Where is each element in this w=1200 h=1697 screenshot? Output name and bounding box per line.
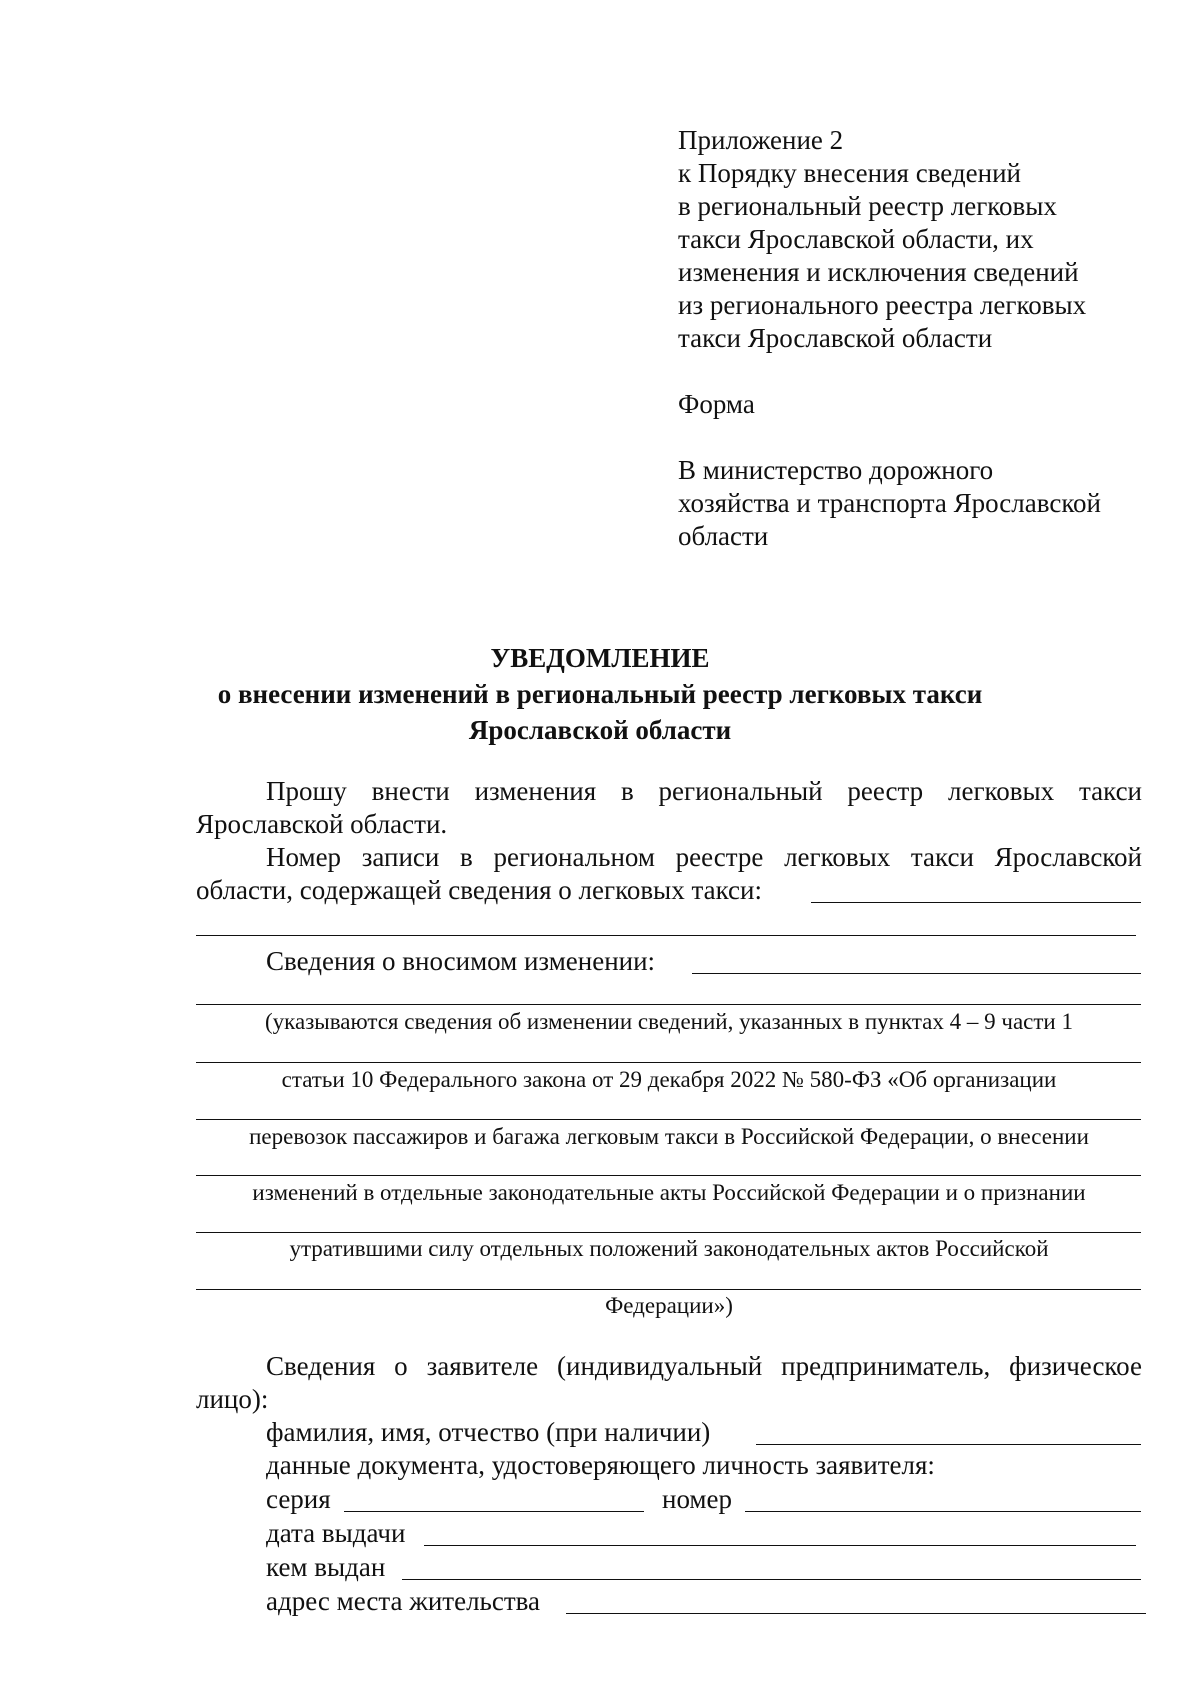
annex-line: такси Ярославской области, их: [678, 224, 1034, 254]
annex-line: из регионального реестра легковых: [678, 290, 1087, 320]
document-title: УВЕДОМЛЕНИЕ: [490, 643, 710, 673]
document-subtitle: о внесении изменений в региональный реестр легковых такси: [217, 679, 983, 709]
annex-line: такси Ярославской области: [678, 323, 993, 353]
note-line: (указываются сведения об изменении сведений, указанных в пунктах 4 – 9 части 1: [265, 1009, 1073, 1034]
record-number-field[interactable]: [811, 902, 1141, 903]
addressee-line: В министерство дорожного: [678, 455, 994, 485]
annex-line: в региональный реестр легковых: [678, 191, 1057, 221]
annex-header: [678, 124, 1101, 553]
record-paragraph: [196, 841, 1142, 874]
note-line: перевозок пассажиров и багажа легковым такси в Российской Федерации, о внесении: [249, 1124, 1089, 1149]
change-field-line[interactable]: [196, 1004, 1141, 1005]
residence-field[interactable]: [566, 1613, 1146, 1614]
issued-by-field[interactable]: [402, 1579, 1141, 1580]
change-field-line[interactable]: [196, 1175, 1141, 1176]
change-field-line[interactable]: [196, 1232, 1141, 1233]
issued-by-label: кем выдан: [266, 1552, 386, 1582]
change-field-line[interactable]: [196, 1119, 1141, 1120]
change-field[interactable]: [692, 973, 1141, 974]
addressee-line: области: [678, 521, 769, 551]
addressee-line: хозяйства и транспорта Ярославской: [678, 488, 1102, 518]
number-field[interactable]: [745, 1511, 1141, 1512]
issue-date-field[interactable]: [424, 1545, 1136, 1546]
record-line: Номер записи в региональном реестре легковых такси Ярославской: [266, 842, 1142, 872]
annex-line: изменения и исключения сведений: [678, 257, 1079, 287]
applicant-paragraph: [196, 1350, 1142, 1383]
form-label: Форма: [678, 389, 755, 419]
record-label: области, содержащей сведения о легковых такси:: [196, 875, 762, 905]
document-subtitle: Ярославской области: [468, 715, 732, 745]
change-field-line[interactable]: [196, 1062, 1141, 1063]
fio-label: фамилия, имя, отчество (при наличии): [266, 1417, 711, 1447]
applicant-line: лицо):: [196, 1384, 269, 1414]
change-field-line[interactable]: [196, 1289, 1141, 1290]
residence-label: адрес места жительства: [266, 1586, 541, 1616]
series-field[interactable]: [344, 1511, 644, 1512]
request-line: Прошу внести изменения в региональный реестр легковых такси: [266, 776, 1142, 806]
note-line: изменений в отдельные законодательные акты Российской Федерации и о признании: [252, 1180, 1086, 1205]
id-doc-label: данные документа, удостоверяющего личность заявителя:: [266, 1450, 935, 1480]
note-line: Федерации»): [605, 1293, 733, 1318]
annex-line: к Порядку внесения сведений: [678, 158, 1021, 188]
fio-field[interactable]: [756, 1444, 1141, 1445]
record-number-field-cont[interactable]: [196, 935, 1136, 936]
annex-line: Приложение 2: [678, 125, 844, 155]
note-line: утратившими силу отдельных положений законодательных актов Российской: [289, 1236, 1049, 1261]
issue-date-label: дата выдачи: [266, 1518, 406, 1548]
applicant-line: Сведения о заявителе (индивидуальный предприниматель, физическое: [266, 1351, 1142, 1381]
note-line: статьи 10 Федерального закона от 29 декабря 2022 № 580-ФЗ «Об организации: [281, 1067, 1057, 1092]
change-label: Сведения о вносимом изменении:: [266, 946, 656, 976]
request-line: Ярославской области.: [196, 809, 448, 839]
series-label: серия: [266, 1484, 331, 1514]
request-paragraph: [196, 775, 1142, 841]
number-label: номер: [662, 1484, 733, 1514]
